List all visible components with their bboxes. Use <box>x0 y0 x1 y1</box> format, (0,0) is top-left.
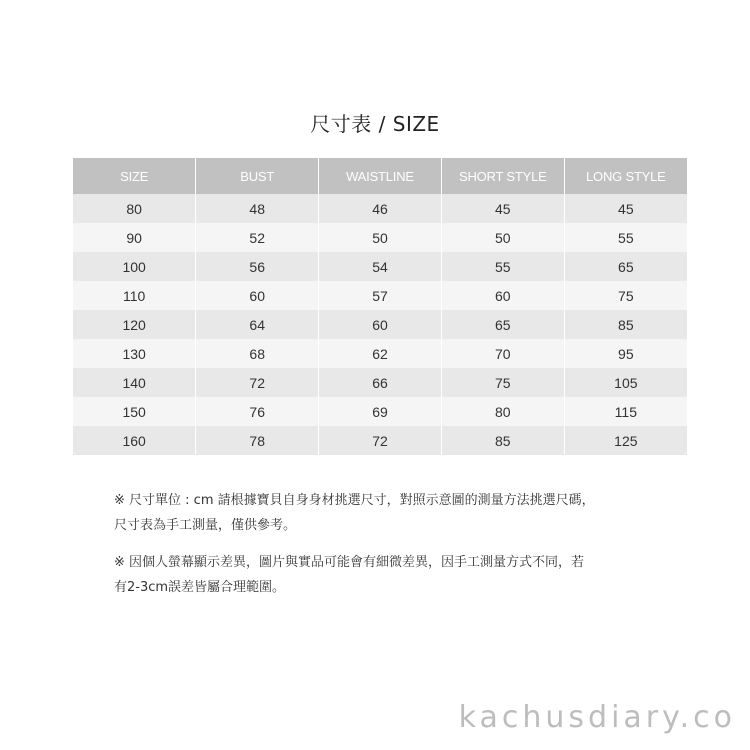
cell-size: 100 <box>73 252 196 281</box>
table-row <box>73 252 687 281</box>
cell-short-style: 45 <box>441 194 564 223</box>
cell-size: 110 <box>73 281 196 310</box>
note-line: 尺寸表為手工測量，僅供參考。 <box>114 518 297 533</box>
cell-bust: 68 <box>196 339 319 368</box>
cell-long-style: 85 <box>564 310 687 339</box>
cell-size: 140 <box>73 368 196 397</box>
notes <box>114 488 674 612</box>
cell-bust: 60 <box>196 281 319 310</box>
cell-short-style: 65 <box>441 310 564 339</box>
note-display-difference <box>114 550 674 600</box>
cell-short-style: 85 <box>441 426 564 455</box>
cell-long-style: 45 <box>564 194 687 223</box>
table-row <box>73 194 687 223</box>
cell-waistline: 57 <box>319 281 442 310</box>
cell-long-style: 75 <box>564 281 687 310</box>
table-row <box>73 310 687 339</box>
table-row <box>73 339 687 368</box>
table-body <box>73 194 687 455</box>
header-bust: BUST <box>196 158 319 194</box>
header-waistline: WAISTLINE <box>319 158 442 194</box>
cell-waistline: 50 <box>319 223 442 252</box>
size-table <box>73 158 687 455</box>
cell-long-style: 55 <box>564 223 687 252</box>
cell-size: 150 <box>73 397 196 426</box>
cell-size: 160 <box>73 426 196 455</box>
cell-long-style: 65 <box>564 252 687 281</box>
watermark: kachusdiary.co <box>458 700 736 735</box>
cell-short-style: 70 <box>441 339 564 368</box>
cell-waistline: 66 <box>319 368 442 397</box>
note-line: ※ 尺寸單位 : cm 請根據寶貝自身身材挑選尺寸，對照示意圖的測量方法挑選尺碼， <box>114 493 595 508</box>
cell-size: 120 <box>73 310 196 339</box>
header-long-style: LONG STYLE <box>564 158 687 194</box>
note-line: 有2-3cm誤差皆屬合理範圍。 <box>114 580 286 595</box>
cell-waistline: 62 <box>319 339 442 368</box>
cell-size: 130 <box>73 339 196 368</box>
cell-size: 90 <box>73 223 196 252</box>
cell-short-style: 55 <box>441 252 564 281</box>
cell-bust: 78 <box>196 426 319 455</box>
header-short-style: SHORT STYLE <box>441 158 564 194</box>
cell-long-style: 115 <box>564 397 687 426</box>
cell-long-style: 95 <box>564 339 687 368</box>
cell-short-style: 75 <box>441 368 564 397</box>
cell-short-style: 50 <box>441 223 564 252</box>
table-row <box>73 281 687 310</box>
cell-bust: 76 <box>196 397 319 426</box>
cell-waistline: 72 <box>319 426 442 455</box>
cell-bust: 72 <box>196 368 319 397</box>
table-row <box>73 223 687 252</box>
cell-bust: 52 <box>196 223 319 252</box>
table-row <box>73 397 687 426</box>
page-title: 尺寸表 / SIZE <box>310 112 440 136</box>
note-line: ※ 因個人螢幕顯示差異，圖片與實品可能會有細微差異，因手工測量方式不同，若 <box>114 555 585 570</box>
cell-waistline: 46 <box>319 194 442 223</box>
cell-short-style: 80 <box>441 397 564 426</box>
cell-waistline: 69 <box>319 397 442 426</box>
cell-waistline: 54 <box>319 252 442 281</box>
cell-size: 80 <box>73 194 196 223</box>
table-row <box>73 426 687 455</box>
cell-bust: 56 <box>196 252 319 281</box>
header-size: SIZE <box>73 158 196 194</box>
table-header-row <box>73 158 687 194</box>
note-size-unit <box>114 488 674 538</box>
cell-bust: 64 <box>196 310 319 339</box>
cell-waistline: 60 <box>319 310 442 339</box>
cell-bust: 48 <box>196 194 319 223</box>
cell-short-style: 60 <box>441 281 564 310</box>
table-row <box>73 368 687 397</box>
cell-long-style: 125 <box>564 426 687 455</box>
cell-long-style: 105 <box>564 368 687 397</box>
